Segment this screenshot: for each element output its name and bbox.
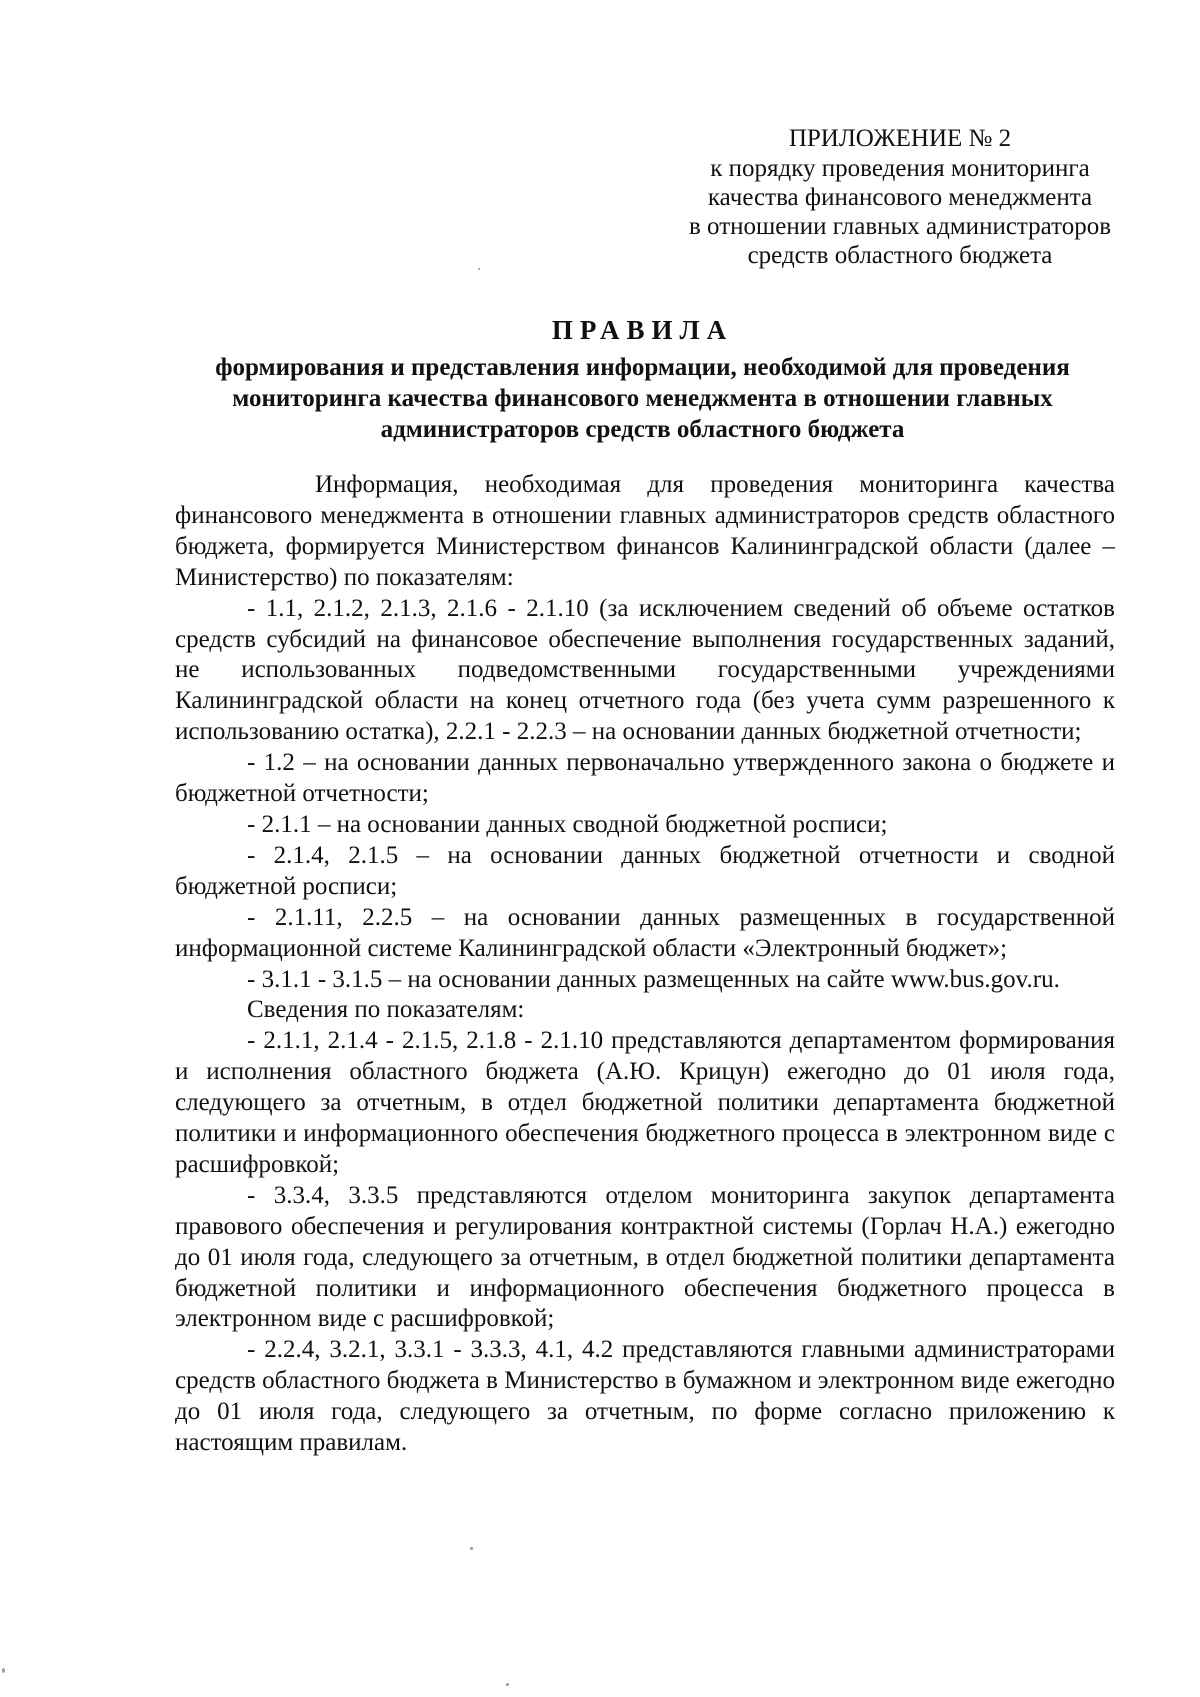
paragraph-item: - 1.2 – на основании данных первоначально утвержденного закона о бюджете и бюджетной отчетности; [175, 749, 1115, 808]
document-body [175, 470, 1115, 1459]
scan-speck [470, 1547, 473, 1550]
paragraph-item: - 3.3.4, 3.3.5 представляются отделом мониторинга закупок департамента правового обеспечения и регулирования контрактной системы (Горлач Н.А.) ежегодно до 01 июля года, следующего за отчетным, в отдел бюджетной политики департамента бюджетной политики и информационного обеспечения бюджетного процесса в электронном виде с расшифровкой; [175, 1181, 1115, 1333]
appendix-title: ПРИЛОЖЕНИЕ № 2 [788, 125, 1012, 152]
paragraph-item: - 1.1, 2.1.2, 2.1.3, 2.1.6 - 2.1.10 (за исключением сведений об объеме остатков средств субсидий на финансовое обеспечение выполнения государственных заданий, не использованных подведомственными государственными учреждениями Калининградской области на конец отчетного года (без учета сумм разрешенного к использованию остатка), 2.2.1 - 2.2.3 – на основании данных бюджетной отчетности; [175, 594, 1115, 746]
paragraph-item: - 2.1.4, 2.1.5 – на основании данных бюджетной отчетности и сводной бюджетной росписи; [175, 841, 1115, 900]
appendix-line: к порядку проведения мониторинга [710, 155, 1090, 182]
paragraph-item: - 3.1.1 - 3.1.5 – на основании данных размещенных на сайте www.bus.gov.ru. [247, 965, 1060, 993]
scan-speck [506, 1683, 509, 1686]
paragraph-item: - 2.1.1, 2.1.4 - 2.1.5, 2.1.8 - 2.1.10 представляются департаментом формирования и исполнения областного бюджета (А.Ю. Крицун) ежегодно до 01 июля года, следующего за отчетным, в отдел бюджетной политики департамента бюджетной политики и информационного обеспечения бюджетного процесса в электронном виде с расшифровкой; [175, 1027, 1115, 1178]
paragraph-item: - 2.2.4, 3.2.1, 3.3.1 - 3.3.3, 4.1, 4.2 представляются главными администраторами средств областного бюджета в Министерство в бумажном и электронном виде ежегодно до 01 июля года, следующего за отчетным, по форме согласно приложению к настоящим правилам. [175, 1336, 1115, 1457]
document-heading [170, 313, 1115, 445]
appendix-line: в отношении главных администраторов [689, 213, 1111, 240]
appendix-line: качества финансового менеджмента [707, 184, 1093, 211]
paragraph-item: - 2.1.1 – на основании данных сводной бюджетной росписи; [247, 810, 888, 838]
appendix-header [640, 124, 1160, 270]
heading-subtitle: формирования и представления информации, необходимой для проведения мониторинга качества финансового менеджмента в отношении главных администраторов средств областного бюджета [215, 354, 1070, 443]
scan-speck [2, 1668, 5, 1673]
paragraph-item: - 2.1.11, 2.2.5 – на основании данных размещенных в государственной информационной системе Калининградской области «Электронный бюджет»; [175, 903, 1115, 962]
scan-speck [478, 268, 480, 270]
paragraph-subheading: Сведения по показателям: [247, 996, 525, 1024]
paragraph-intro: Информация, необходимая для проведения мониторинга качества финансового менеджмента в отношении главных администраторов средств областного бюджета, формируется Министерством финансов Калининградской области (далее – Министерство) по показателям: [175, 471, 1115, 591]
heading-title: ПРАВИЛА [551, 315, 734, 345]
appendix-line: средств областного бюджета [747, 242, 1053, 269]
